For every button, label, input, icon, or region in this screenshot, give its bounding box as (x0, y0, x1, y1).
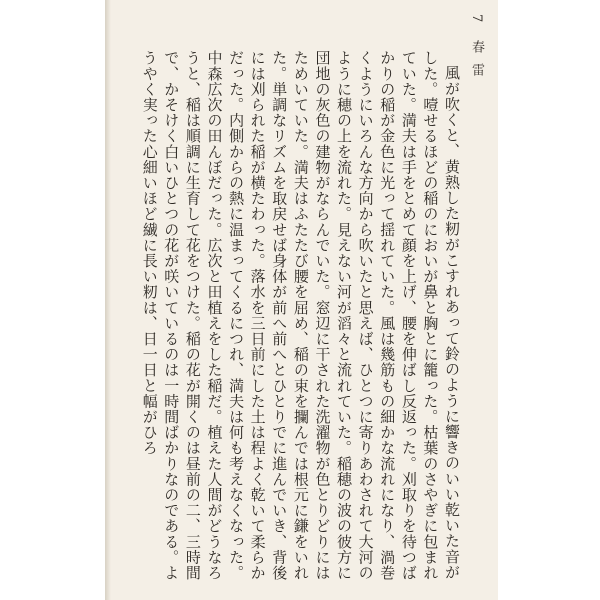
paragraph: 風が吹くと、黄熟した籾がこすれあって鈴のように響きのいい乾いた音がした。噎せるほどの稲のにおいが鼻と胸とに籠った。枯葉のさやぎに包まれていた。満夫は手をとめて顔を上げ、腰を伸ばし反返った。刈取りを待つばかりの稲が金色に光って揺れていた。風は幾筋もの細かな流れになり、渦巻くようにいろんな方向から吹いたと思えば、ひとつに寄りあわされて大河のように穂の上を流れた。見えない河が滔々と流れていた。稲穂の波の彼方に団地の灰色の建物がならんでいた。窓辺に干された洗濯物が色とりどりにはためいていた。満夫はふたたび腰を屈め、稲の束を攔んでは根元に鎌をいれた。単調なリズムを取戻せば身体が前へ前へとひとりでに進んでいき、背後には刈られた稲が横たわった。落水を三日前にした土は程よく乾いて柔らかだった。内側からの熱に温まってくるにつれ、満夫は何も考えなくなった。 (227, 50, 461, 581)
body-text (120, 50, 462, 595)
paragraph: 中森広次の田んぼだった。広次と田植えをした稲だ。植えた人間がどうなろうと、稲は順調に生育して花をつけた。稲の花が開くのは昼前の二、三時間で、かそけく白いひとつの花が咲いているのは一時間ばかりなのである。ようやく実った心細いほど繊に長い籾は、日一日と幅がひろ (140, 50, 224, 581)
running-header (467, 14, 486, 86)
page-gutter-shadow (105, 0, 111, 600)
chapter-title: 春雷 (469, 40, 484, 87)
page-number: 7 (469, 14, 484, 25)
